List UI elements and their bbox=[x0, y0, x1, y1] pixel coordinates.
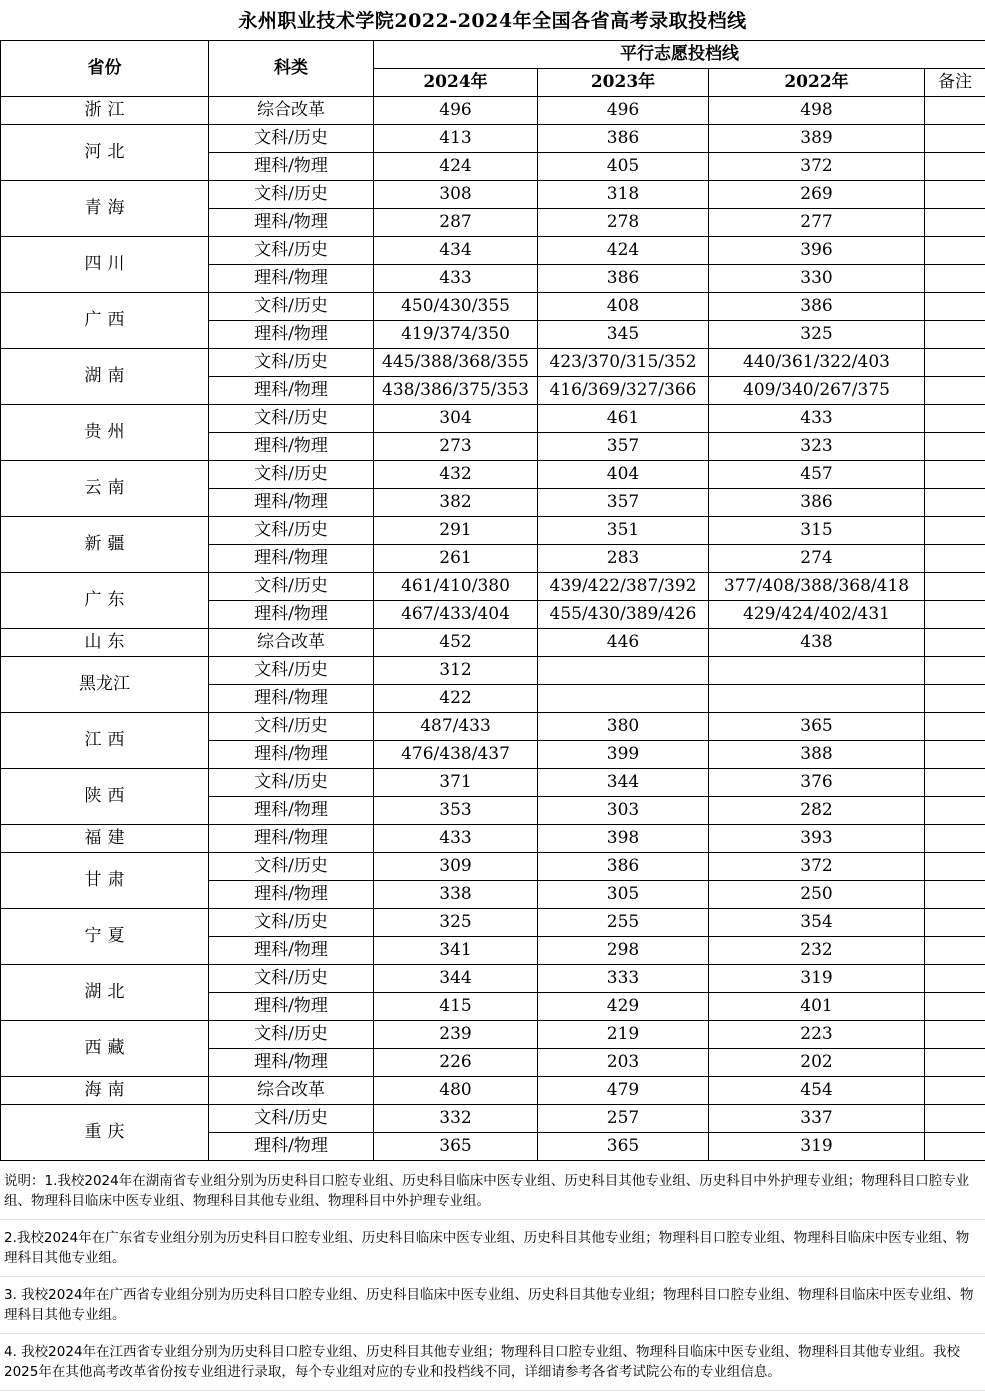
remark-cell bbox=[925, 1049, 985, 1077]
score-2024-cell: 273 bbox=[374, 433, 538, 461]
subject-cell: 理科/物理 bbox=[209, 797, 374, 825]
score-2022-cell: 319 bbox=[709, 965, 925, 993]
remark-cell bbox=[925, 321, 985, 349]
score-2024-cell: 438/386/375/353 bbox=[374, 377, 538, 405]
province-cell: 湖南 bbox=[1, 349, 209, 405]
subject-cell: 综合改革 bbox=[209, 629, 374, 657]
province-cell: 甘肃 bbox=[1, 853, 209, 909]
header-year-2023: 2023年 bbox=[538, 69, 709, 97]
score-2022-cell: 457 bbox=[709, 461, 925, 489]
score-2024-cell: 226 bbox=[374, 1049, 538, 1077]
score-2023-cell bbox=[538, 685, 709, 713]
score-2024-cell: 332 bbox=[374, 1105, 538, 1133]
score-2023-cell: 416/369/327/366 bbox=[538, 377, 709, 405]
score-2023-cell: 318 bbox=[538, 181, 709, 209]
score-2024-cell: 338 bbox=[374, 881, 538, 909]
subject-cell: 理科/物理 bbox=[209, 741, 374, 769]
score-2023-cell: 203 bbox=[538, 1049, 709, 1077]
score-2024-cell: 452 bbox=[374, 629, 538, 657]
remark-cell bbox=[925, 713, 985, 741]
score-2024-cell: 287 bbox=[374, 209, 538, 237]
subject-cell: 理科/物理 bbox=[209, 321, 374, 349]
score-2023-cell: 439/422/387/392 bbox=[538, 573, 709, 601]
score-2023-cell: 344 bbox=[538, 769, 709, 797]
remark-cell bbox=[925, 349, 985, 377]
score-2022-cell: 319 bbox=[709, 1133, 925, 1161]
table-row bbox=[1, 1077, 985, 1105]
subject-cell: 理科/物理 bbox=[209, 489, 374, 517]
province-cell: 福建 bbox=[1, 825, 209, 853]
subject-cell: 文科/历史 bbox=[209, 713, 374, 741]
score-2022-cell: 282 bbox=[709, 797, 925, 825]
score-2022-cell: 325 bbox=[709, 321, 925, 349]
score-2022-cell: 386 bbox=[709, 489, 925, 517]
subject-cell: 文科/历史 bbox=[209, 293, 374, 321]
remark-cell bbox=[925, 377, 985, 405]
subject-cell: 理科/物理 bbox=[209, 153, 374, 181]
score-2022-cell: 401 bbox=[709, 993, 925, 1021]
table-row bbox=[1, 853, 985, 881]
province-cell: 青海 bbox=[1, 181, 209, 237]
score-2024-cell: 445/388/368/355 bbox=[374, 349, 538, 377]
province-cell: 广东 bbox=[1, 573, 209, 629]
score-2024-cell: 424 bbox=[374, 153, 538, 181]
score-2023-cell: 399 bbox=[538, 741, 709, 769]
province-cell: 贵州 bbox=[1, 405, 209, 461]
score-2023-cell: 305 bbox=[538, 881, 709, 909]
score-2022-cell: 277 bbox=[709, 209, 925, 237]
remark-cell bbox=[925, 853, 985, 881]
score-2023-cell: 404 bbox=[538, 461, 709, 489]
score-2023-cell: 257 bbox=[538, 1105, 709, 1133]
score-2023-cell: 386 bbox=[538, 853, 709, 881]
table-row bbox=[1, 1021, 985, 1049]
table-row bbox=[1, 1105, 985, 1133]
score-2022-cell: 337 bbox=[709, 1105, 925, 1133]
score-2024-cell: 239 bbox=[374, 1021, 538, 1049]
remark-cell bbox=[925, 797, 985, 825]
score-2024-cell: 291 bbox=[374, 517, 538, 545]
remark-cell bbox=[925, 965, 985, 993]
score-2024-cell: 434 bbox=[374, 237, 538, 265]
remark-cell bbox=[925, 881, 985, 909]
province-cell: 浙江 bbox=[1, 97, 209, 125]
header-remark: 备注 bbox=[925, 69, 985, 97]
score-2023-cell: 446 bbox=[538, 629, 709, 657]
subject-cell: 理科/物理 bbox=[209, 377, 374, 405]
subject-cell: 文科/历史 bbox=[209, 237, 374, 265]
remark-cell bbox=[925, 741, 985, 769]
subject-cell: 文科/历史 bbox=[209, 769, 374, 797]
score-2023-cell: 345 bbox=[538, 321, 709, 349]
province-cell: 黑龙江 bbox=[1, 657, 209, 713]
score-2023-cell: 423/370/315/352 bbox=[538, 349, 709, 377]
score-2022-cell: 232 bbox=[709, 937, 925, 965]
score-2024-cell: 304 bbox=[374, 405, 538, 433]
subject-cell: 文科/历史 bbox=[209, 517, 374, 545]
admission-score-table bbox=[0, 40, 985, 1161]
province-cell: 重庆 bbox=[1, 1105, 209, 1161]
province-cell: 宁夏 bbox=[1, 909, 209, 965]
remark-cell bbox=[925, 601, 985, 629]
table-row bbox=[1, 181, 985, 209]
score-2023-cell: 386 bbox=[538, 125, 709, 153]
table-row bbox=[1, 97, 985, 125]
score-2024-cell: 341 bbox=[374, 937, 538, 965]
score-2022-cell: 330 bbox=[709, 265, 925, 293]
header-province: 省份 bbox=[1, 41, 209, 97]
score-2023-cell: 408 bbox=[538, 293, 709, 321]
score-2022-cell: 498 bbox=[709, 97, 925, 125]
remark-cell bbox=[925, 909, 985, 937]
note-1: 说明：1.我校2024年在湖南省专业组分别为历史科目口腔专业组、历史科目临床中医专业组、历史科目其他专业组、历史科目中外护理专业组；物理科目口腔专业组、物理科目临床中医专业组、物理科目其他专业组、物理科目中外护理专业组。 bbox=[0, 1161, 985, 1220]
remark-cell bbox=[925, 209, 985, 237]
score-2024-cell: 480 bbox=[374, 1077, 538, 1105]
score-2022-cell: 389 bbox=[709, 125, 925, 153]
score-2023-cell: 455/430/389/426 bbox=[538, 601, 709, 629]
subject-cell: 文科/历史 bbox=[209, 125, 374, 153]
score-2023-cell: 333 bbox=[538, 965, 709, 993]
notes-section bbox=[0, 1161, 985, 1391]
score-2023-cell: 405 bbox=[538, 153, 709, 181]
subject-cell: 文科/历史 bbox=[209, 1021, 374, 1049]
score-2024-cell: 371 bbox=[374, 769, 538, 797]
score-2023-cell: 424 bbox=[538, 237, 709, 265]
score-2024-cell: 365 bbox=[374, 1133, 538, 1161]
table-row bbox=[1, 657, 985, 685]
score-2022-cell: 354 bbox=[709, 909, 925, 937]
remark-cell bbox=[925, 937, 985, 965]
score-2023-cell: 357 bbox=[538, 489, 709, 517]
remark-cell bbox=[925, 1105, 985, 1133]
score-2022-cell: 269 bbox=[709, 181, 925, 209]
score-2023-cell: 398 bbox=[538, 825, 709, 853]
score-2024-cell: 413 bbox=[374, 125, 538, 153]
score-2022-cell: 438 bbox=[709, 629, 925, 657]
remark-cell bbox=[925, 825, 985, 853]
score-2023-cell: 365 bbox=[538, 1133, 709, 1161]
remark-cell bbox=[925, 769, 985, 797]
score-2023-cell: 429 bbox=[538, 993, 709, 1021]
header-year-2024: 2024年 bbox=[374, 69, 538, 97]
remark-cell bbox=[925, 153, 985, 181]
score-2023-cell: 255 bbox=[538, 909, 709, 937]
score-2024-cell: 325 bbox=[374, 909, 538, 937]
score-2022-cell: 377/408/388/368/418 bbox=[709, 573, 925, 601]
subject-cell: 理科/物理 bbox=[209, 545, 374, 573]
score-2022-cell: 454 bbox=[709, 1077, 925, 1105]
score-2024-cell: 415 bbox=[374, 993, 538, 1021]
header-subject: 科类 bbox=[209, 41, 374, 97]
subject-cell: 文科/历史 bbox=[209, 909, 374, 937]
subject-cell: 综合改革 bbox=[209, 97, 374, 125]
remark-cell bbox=[925, 1077, 985, 1105]
subject-cell: 理科/物理 bbox=[209, 685, 374, 713]
score-2023-cell: 380 bbox=[538, 713, 709, 741]
remark-cell bbox=[925, 993, 985, 1021]
table-body bbox=[1, 97, 985, 1161]
subject-cell: 理科/物理 bbox=[209, 993, 374, 1021]
score-2024-cell: 433 bbox=[374, 825, 538, 853]
table-row bbox=[1, 713, 985, 741]
subject-cell: 理科/物理 bbox=[209, 881, 374, 909]
province-cell: 湖北 bbox=[1, 965, 209, 1021]
score-2023-cell: 461 bbox=[538, 405, 709, 433]
score-2023-cell: 303 bbox=[538, 797, 709, 825]
province-cell: 江西 bbox=[1, 713, 209, 769]
province-cell: 山东 bbox=[1, 629, 209, 657]
remark-cell bbox=[925, 517, 985, 545]
table-row bbox=[1, 965, 985, 993]
score-2022-cell: 393 bbox=[709, 825, 925, 853]
remark-cell bbox=[925, 545, 985, 573]
score-2024-cell: 261 bbox=[374, 545, 538, 573]
score-2023-cell: 386 bbox=[538, 265, 709, 293]
table-row bbox=[1, 349, 985, 377]
header-parallel-admission: 平行志愿投档线 bbox=[374, 41, 985, 69]
subject-cell: 理科/物理 bbox=[209, 601, 374, 629]
score-2022-cell: 323 bbox=[709, 433, 925, 461]
score-2022-cell: 440/361/322/403 bbox=[709, 349, 925, 377]
score-2024-cell: 419/374/350 bbox=[374, 321, 538, 349]
table-row bbox=[1, 769, 985, 797]
score-2022-cell: 409/340/267/375 bbox=[709, 377, 925, 405]
table-row bbox=[1, 573, 985, 601]
score-2022-cell: 372 bbox=[709, 853, 925, 881]
subject-cell: 理科/物理 bbox=[209, 937, 374, 965]
subject-cell: 综合改革 bbox=[209, 1077, 374, 1105]
remark-cell bbox=[925, 1021, 985, 1049]
score-2024-cell: 487/433 bbox=[374, 713, 538, 741]
score-2024-cell: 450/430/355 bbox=[374, 293, 538, 321]
table-row bbox=[1, 517, 985, 545]
province-cell: 海南 bbox=[1, 1077, 209, 1105]
score-2024-cell: 344 bbox=[374, 965, 538, 993]
score-2024-cell: 309 bbox=[374, 853, 538, 881]
score-2023-cell: 496 bbox=[538, 97, 709, 125]
province-cell: 新疆 bbox=[1, 517, 209, 573]
score-2024-cell: 353 bbox=[374, 797, 538, 825]
score-2022-cell: 388 bbox=[709, 741, 925, 769]
table-row bbox=[1, 293, 985, 321]
subject-cell: 理科/物理 bbox=[209, 265, 374, 293]
remark-cell bbox=[925, 293, 985, 321]
remark-cell bbox=[925, 433, 985, 461]
province-cell: 陕西 bbox=[1, 769, 209, 825]
score-2022-cell bbox=[709, 657, 925, 685]
score-2022-cell: 372 bbox=[709, 153, 925, 181]
score-2024-cell: 476/438/437 bbox=[374, 741, 538, 769]
score-2022-cell: 433 bbox=[709, 405, 925, 433]
score-2024-cell: 308 bbox=[374, 181, 538, 209]
remark-cell bbox=[925, 181, 985, 209]
subject-cell: 理科/物理 bbox=[209, 1049, 374, 1077]
score-2024-cell: 432 bbox=[374, 461, 538, 489]
score-2024-cell: 496 bbox=[374, 97, 538, 125]
table-row bbox=[1, 909, 985, 937]
province-cell: 云南 bbox=[1, 461, 209, 517]
score-2022-cell: 429/424/402/431 bbox=[709, 601, 925, 629]
table-row bbox=[1, 237, 985, 265]
score-2022-cell: 274 bbox=[709, 545, 925, 573]
remark-cell bbox=[925, 1133, 985, 1161]
score-2023-cell: 357 bbox=[538, 433, 709, 461]
table-row bbox=[1, 405, 985, 433]
score-2024-cell: 382 bbox=[374, 489, 538, 517]
table-row bbox=[1, 825, 985, 853]
page-title: 永州职业技术学院2022-2024年全国各省高考录取投档线 bbox=[238, 10, 747, 32]
score-2024-cell: 312 bbox=[374, 657, 538, 685]
subject-cell: 文科/历史 bbox=[209, 657, 374, 685]
subject-cell: 文科/历史 bbox=[209, 405, 374, 433]
remark-cell bbox=[925, 629, 985, 657]
score-2023-cell: 298 bbox=[538, 937, 709, 965]
score-2022-cell: 315 bbox=[709, 517, 925, 545]
score-2022-cell: 386 bbox=[709, 293, 925, 321]
score-2022-cell: 396 bbox=[709, 237, 925, 265]
score-2023-cell: 351 bbox=[538, 517, 709, 545]
note-3: 3. 我校2024年在广西省专业组分别为历史科目口腔专业组、历史科目临床中医专业组、历史科目其他专业组；物理科目口腔专业组、物理科目临床中医专业组、物理科目其他专业组。 bbox=[0, 1277, 985, 1334]
subject-cell: 理科/物理 bbox=[209, 433, 374, 461]
remark-cell bbox=[925, 125, 985, 153]
remark-cell bbox=[925, 685, 985, 713]
remark-cell bbox=[925, 97, 985, 125]
province-cell: 四川 bbox=[1, 237, 209, 293]
score-2023-cell: 278 bbox=[538, 209, 709, 237]
remark-cell bbox=[925, 461, 985, 489]
remark-cell bbox=[925, 265, 985, 293]
score-2024-cell: 433 bbox=[374, 265, 538, 293]
note-4: 4. 我校2024年在江西省专业组分别为历史科目口腔专业组、历史科目其他专业组；物理科目口腔专业组、物理科目临床中医专业组、物理科目其他专业组。我校2025年在其他高考改革省份按专业组进行录取，每个专业组对应的专业和投档线不同，详细请参考各省考试院公布的专业组信息。 bbox=[0, 1334, 985, 1391]
score-2023-cell: 283 bbox=[538, 545, 709, 573]
table-row bbox=[1, 629, 985, 657]
subject-cell: 文科/历史 bbox=[209, 461, 374, 489]
score-2022-cell bbox=[709, 685, 925, 713]
remark-cell bbox=[925, 237, 985, 265]
score-2022-cell: 250 bbox=[709, 881, 925, 909]
subject-cell: 文科/历史 bbox=[209, 1105, 374, 1133]
score-2024-cell: 461/410/380 bbox=[374, 573, 538, 601]
province-cell: 广西 bbox=[1, 293, 209, 349]
score-2022-cell: 223 bbox=[709, 1021, 925, 1049]
subject-cell: 文科/历史 bbox=[209, 965, 374, 993]
subject-cell: 文科/历史 bbox=[209, 853, 374, 881]
subject-cell: 文科/历史 bbox=[209, 349, 374, 377]
note-2: 2.我校2024年在广东省专业组分别为历史科目口腔专业组、历史科目临床中医专业组、历史科目其他专业组；物理科目口腔专业组、物理科目临床中医专业组、物理科目其他专业组。 bbox=[0, 1220, 985, 1277]
remark-cell bbox=[925, 489, 985, 517]
score-2022-cell: 202 bbox=[709, 1049, 925, 1077]
subject-cell: 理科/物理 bbox=[209, 825, 374, 853]
table-row bbox=[1, 461, 985, 489]
score-2024-cell: 422 bbox=[374, 685, 538, 713]
score-2022-cell: 376 bbox=[709, 769, 925, 797]
score-2023-cell bbox=[538, 657, 709, 685]
score-2022-cell: 365 bbox=[709, 713, 925, 741]
score-2023-cell: 479 bbox=[538, 1077, 709, 1105]
remark-cell bbox=[925, 657, 985, 685]
score-2024-cell: 467/433/404 bbox=[374, 601, 538, 629]
remark-cell bbox=[925, 573, 985, 601]
header-year-2022: 2022年 bbox=[709, 69, 925, 97]
subject-cell: 理科/物理 bbox=[209, 1133, 374, 1161]
score-2023-cell: 219 bbox=[538, 1021, 709, 1049]
province-cell: 西藏 bbox=[1, 1021, 209, 1077]
table-row bbox=[1, 125, 985, 153]
subject-cell: 文科/历史 bbox=[209, 181, 374, 209]
subject-cell: 理科/物理 bbox=[209, 209, 374, 237]
subject-cell: 文科/历史 bbox=[209, 573, 374, 601]
province-cell: 河北 bbox=[1, 125, 209, 181]
remark-cell bbox=[925, 405, 985, 433]
